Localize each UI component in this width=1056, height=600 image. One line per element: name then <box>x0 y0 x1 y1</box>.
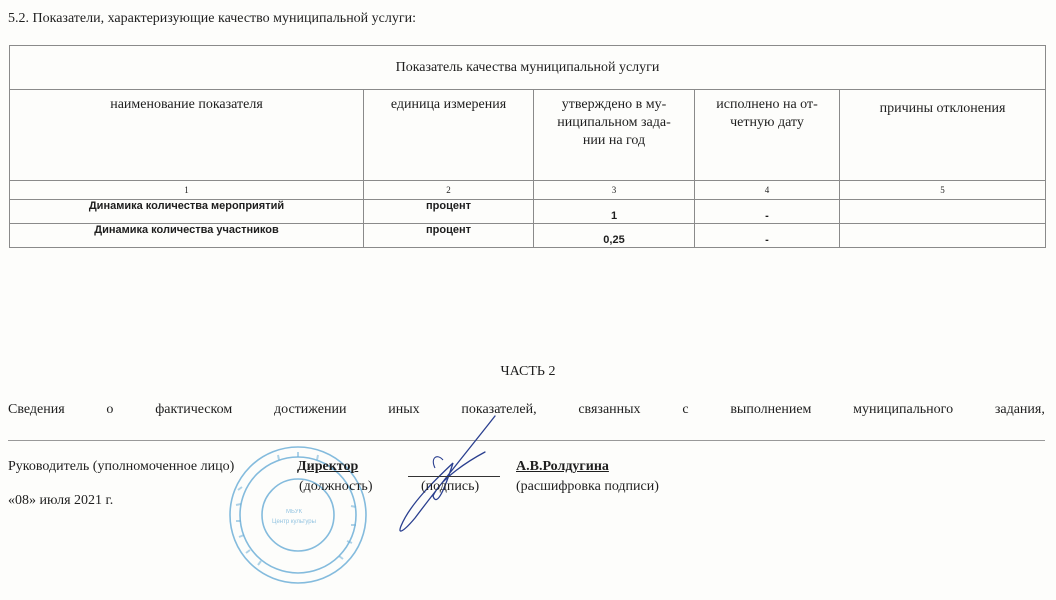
signatory-label: Руководитель (уполномоченное лицо) <box>8 459 235 474</box>
row-approved: 0,25 <box>534 224 695 248</box>
table-row <box>10 224 1046 248</box>
row-done: - <box>695 200 840 224</box>
row-approved: 1 <box>534 200 695 224</box>
intro-word: муниципального <box>853 402 954 417</box>
row-unit: процент <box>364 224 534 248</box>
handwritten-signature <box>375 408 515 548</box>
header-done: исполнено на от- четную дату <box>695 90 840 181</box>
header-reason: причины отклонения <box>840 90 1046 181</box>
stamp-abbr: МБУК <box>286 509 303 515</box>
signatory-position: Директор <box>297 459 359 474</box>
intro-word: показателей, <box>461 402 537 417</box>
column-numbers-row <box>10 181 1046 200</box>
part-title: ЧАСТЬ 2 <box>500 364 556 379</box>
header-unit: единица измерения <box>364 90 534 181</box>
table-row <box>10 200 1046 224</box>
intro-word: задания, <box>994 402 1045 417</box>
table-header-row <box>10 90 1046 181</box>
intro-word: фактическом <box>155 402 233 417</box>
row-indicator-name: Динамика количества участников <box>10 224 364 248</box>
header-approved: утверждено в му- ниципальном зада- нии на год <box>534 90 695 181</box>
column-number: 1 <box>10 181 364 200</box>
intro-word: достижении <box>273 402 347 417</box>
section-heading: 5.2. Показатели, характеризующие качество муниципальной услуги: <box>8 11 417 26</box>
table-title: Показатель качества муниципальной услуги <box>10 46 1046 90</box>
signatory-name: А.В.Ролдугина <box>516 459 609 474</box>
document-date: «08» июля 2021 г. <box>8 493 114 508</box>
name-caption: (расшифровка подписи) <box>516 479 659 494</box>
row-indicator-name: Динамика количества мероприятий <box>10 200 364 224</box>
intro-word: иных <box>388 402 420 417</box>
intro-word: Сведения <box>8 402 65 417</box>
column-number: 2 <box>364 181 534 200</box>
row-done: - <box>695 224 840 248</box>
intro-word: о <box>106 402 114 417</box>
row-unit: процент <box>364 200 534 224</box>
divider-line <box>8 440 1045 441</box>
intro-word: с <box>682 402 689 417</box>
header-indicator-name: наименование показателя <box>10 90 364 181</box>
column-number: 4 <box>695 181 840 200</box>
signature-line <box>408 476 500 477</box>
row-reason <box>840 200 1046 224</box>
position-caption: (должность) <box>299 479 373 494</box>
signature-caption: (подпись) <box>421 479 480 494</box>
quality-indicators-table <box>9 45 1046 248</box>
intro-sentence <box>8 402 1045 418</box>
column-number: 3 <box>534 181 695 200</box>
stamp-org-name: Центр культуры <box>272 519 316 525</box>
column-number: 5 <box>840 181 1046 200</box>
intro-word: выполнением <box>730 402 812 417</box>
row-reason <box>840 224 1046 248</box>
intro-word: связанных <box>578 402 641 417</box>
